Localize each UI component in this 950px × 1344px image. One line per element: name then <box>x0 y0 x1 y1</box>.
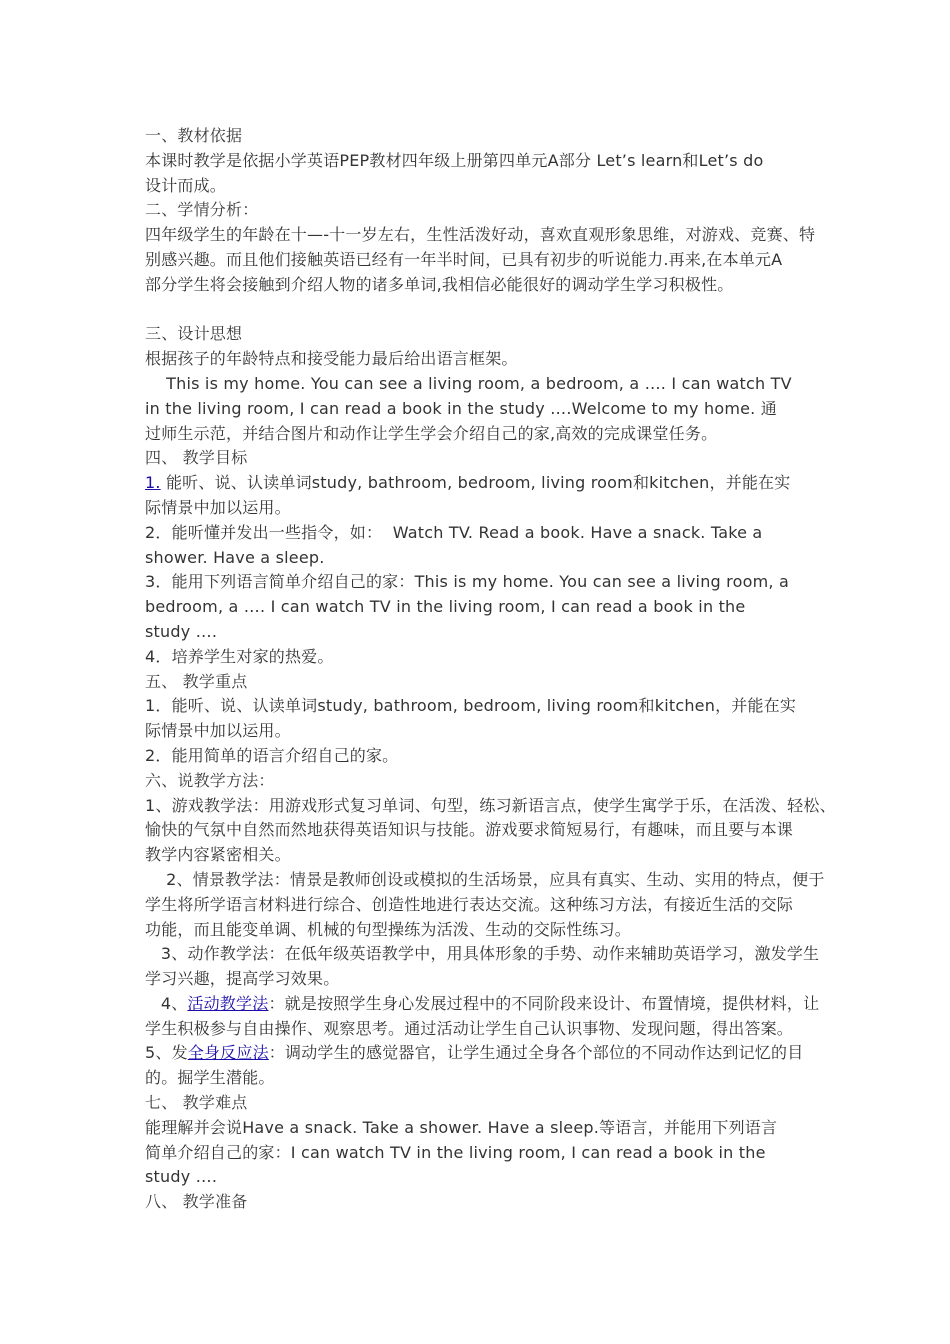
method-5-prefix: 5、发 <box>145 1043 188 1063</box>
method-3-line-2: 学习兴趣，提高学习效果。 <box>145 969 340 989</box>
design-line-1: 根据孩子的年龄特点和接受能力最后给出语言框架。 <box>145 349 518 369</box>
heading-difficulties: 七、 教学难点 <box>145 1093 248 1113</box>
goal-1-text: 能听、说、认读单词study, bathroom, bedroom, living room和kitchen，并能在实 <box>165 473 791 493</box>
goal-3-line-2: bedroom, a …. I can watch TV in the living room, I can read a book in the <box>145 597 746 617</box>
heading-textbook-basis: 一、教材依据 <box>145 126 243 145</box>
heading-teaching-goals: 四、 教学目标 <box>145 448 248 468</box>
design-line-2: This is my home. You can see a living room, a bedroom, a …. I can watch TV <box>145 373 792 393</box>
key-1-line-2: 际情景中加以运用。 <box>145 721 291 741</box>
goal-3-line-3: study …. <box>145 621 218 641</box>
key-2: 2．能用简单的语言介绍自己的家。 <box>145 745 399 765</box>
method-2-line-1: 2、情景教学法：情景是教师创设或模拟的生活场景，应具有真实、生动、实用的特点，便于 <box>145 869 825 889</box>
difficulty-line-2: 简单介绍自己的家：I can watch TV in the living room, I can read a book in the <box>145 1142 766 1162</box>
analysis-line-1: 四年级学生的年龄在十—-十一岁左右，生性活泼好动，喜欢直观形象思维，对游戏、竞赛、特 <box>145 225 816 245</box>
method-4-line-1 <box>145 992 820 1017</box>
method-5-line-1 <box>145 1041 813 1066</box>
heading-preparation: 八、 教学准备 <box>145 1192 248 1212</box>
method-4-line-2: 学生积极参与自由操作、观察思考。通过活动让学生自己认识事物、发现问题，得出答案。 <box>145 1018 794 1038</box>
heading-student-analysis: 二、学情分析： <box>145 200 259 220</box>
method-4-text: ：就是按照学生身心发展过程中的不同阶段来设计、布置情境，提供材料，让 <box>268 993 820 1013</box>
difficulty-line-3: study …. <box>145 1167 218 1187</box>
tpr-method-link[interactable]: 全身反应法 <box>187 1043 269 1063</box>
method-1-line-2: 愉快的气氛中自然而然地获得英语知识与技能。游戏要求简短易行，有趣味，而且要与本课 <box>145 820 794 840</box>
design-line-4: 过师生示范，并结合图片和动作让学生学会介绍自己的家,高效的完成课堂任务。 <box>145 423 718 443</box>
goal-4: 4．培养学生对家的热爱。 <box>145 646 334 666</box>
activity-method-link[interactable]: 活动教学法 <box>187 993 269 1013</box>
goal-1-line-1 <box>145 471 813 496</box>
design-line-3: in the living room, I can read a book in the study ….Welcome to my home. 通 <box>145 398 777 418</box>
basis-line-2: 设计而成。 <box>145 175 227 195</box>
document-page <box>145 124 836 1215</box>
goal-1-number-link[interactable]: 1. <box>145 473 161 493</box>
method-5-text: ：调动学生的感觉器官，让学生通过全身各个部位的不同动作达到记忆的目 <box>268 1043 804 1063</box>
blank-line <box>145 298 813 323</box>
method-1-line-3: 教学内容紧密相关。 <box>145 845 291 865</box>
method-5-line-2: 的。掘学生潜能。 <box>145 1068 275 1088</box>
method-3-line-1: 3、动作教学法：在低年级英语教学中，用具体形象的手势、动作来辅助英语学习，激发学生 <box>145 944 820 964</box>
analysis-line-3: 部分学生将会接触到介绍人物的诸多单词,我相信必能很好的调动学生学习积极性。 <box>145 274 734 294</box>
basis-line-1: 本课时教学是依据小学英语PEP教材四年级上册第四单元A部分 Let’s learn和Let’s do <box>145 150 764 170</box>
method-2-line-3: 功能，而且能变单调、机械的句型操练为活泼、生动的交际性练习。 <box>145 919 632 939</box>
goal-1-line-2: 际情景中加以运用。 <box>145 497 291 517</box>
analysis-line-2: 别感兴趣。而且他们接触英语已经有一年半时间，已具有初步的听说能力.再来,在本单元A <box>145 249 783 269</box>
method-1-line-1: 1、游戏教学法：用游戏形式复习单词、句型，练习新语言点，使学生寓学于乐，在活泼、轻松、 <box>145 795 836 815</box>
method-4-prefix: 4、 <box>145 993 188 1013</box>
difficulty-line-1: 能理解并会说Have a snack. Take a shower. Have a sleep.等语言，并能用下列语言 <box>145 1117 778 1137</box>
method-2-line-2: 学生将所学语言材料进行综合、创造性地进行表达交流。这种练习方法，有接近生活的交际 <box>145 894 794 914</box>
goal-2-line-2: shower. Have a sleep. <box>145 547 325 567</box>
heading-key-points: 五、 教学重点 <box>145 671 248 691</box>
goal-2-line-1: 2．能听懂并发出一些指令，如： Watch TV. Read a book. Have a snack. Take a <box>145 522 763 542</box>
heading-teaching-methods: 六、说教学方法： <box>145 770 275 790</box>
goal-3-line-1: 3．能用下列语言简单介绍自己的家：This is my home. You can see a living room, a <box>145 572 789 592</box>
key-1-line-1: 1．能听、说、认读单词study, bathroom, bedroom, living room和kitchen，并能在实 <box>145 696 797 716</box>
heading-design-idea: 三、设计思想 <box>145 324 243 344</box>
